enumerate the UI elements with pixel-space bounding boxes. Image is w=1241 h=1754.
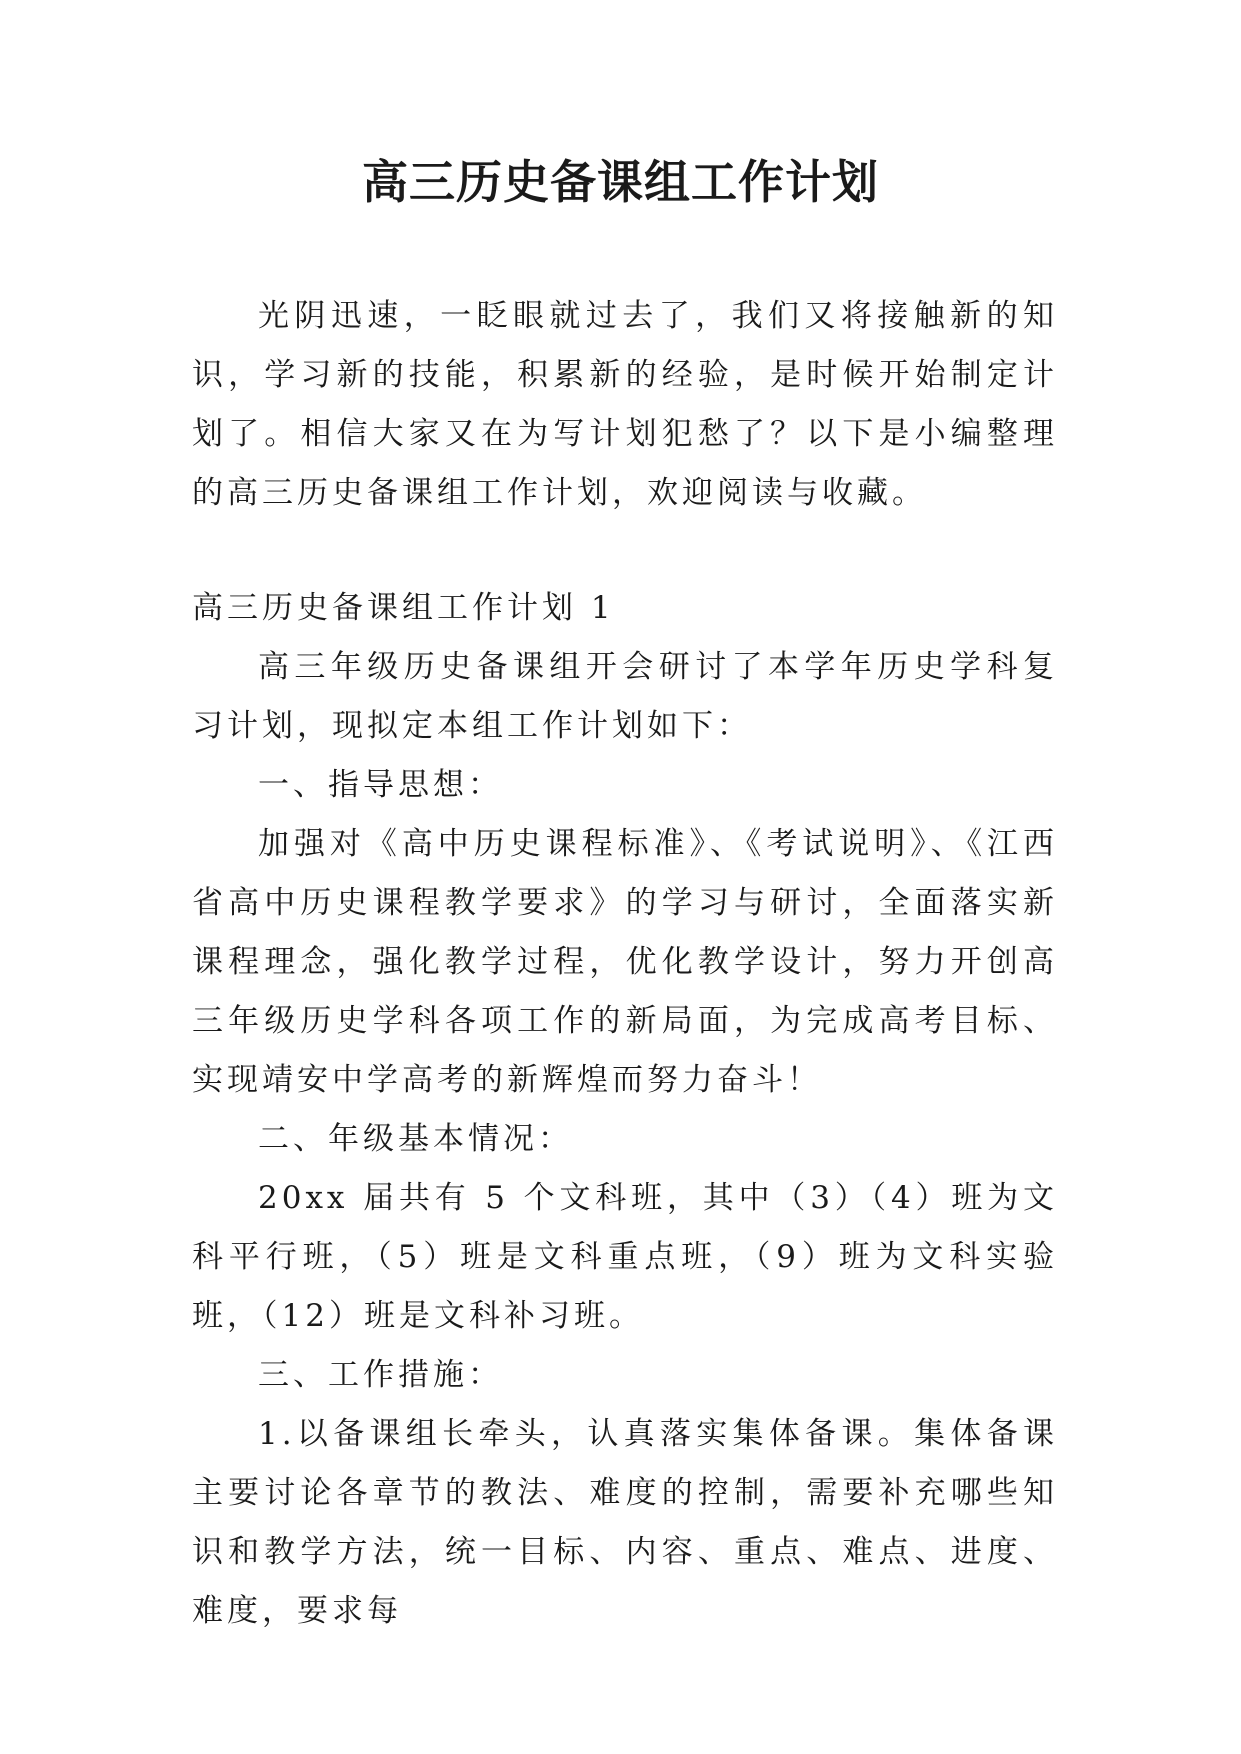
main-content xyxy=(192,579,1058,1641)
intro-block xyxy=(192,287,1058,523)
heading-work-measures: 三、工作措施： xyxy=(258,1357,503,1393)
paragraph-1: 高三年级历史备课组开会研讨了本学年历史学科复习计划，现拟定本组工作计划如下： xyxy=(192,649,1058,744)
paragraph-grade-situation: 20xx 届共有 5 个文科班，其中（3）（4）班为文科平行班，（5）班是文科重点班，（9）班为文科实验班，（12）班是文科补习班。 xyxy=(192,1180,1058,1334)
intro-paragraph: 光阴迅速，一眨眼就过去了，我们又将接触新的知识，学习新的技能，积累新的经验，是时候开始制定计划了。相信大家又在为写计划犯愁了？以下是小编整理的高三历史备课组工作计划，欢迎阅读与收藏。 xyxy=(192,298,1058,511)
heading-grade-situation: 二、年级基本情况： xyxy=(258,1121,573,1157)
document-title: 高三历史备课组工作计划 xyxy=(362,155,879,209)
section-heading: 高三历史备课组工作计划 1 xyxy=(192,590,615,626)
paragraph-work-measures-1: 1.以备课组长牵头，认真落实集体备课。集体备课主要讨论各章节的教法、难度的控制，需要补充哪些知识和教学方法，统一目标、内容、重点、难点、进度、难度，要求每 xyxy=(192,1416,1058,1629)
paragraph-guiding-ideology: 加强对《高中历史课程标准》、《考试说明》、《江西省高中历史课程教学要求》的学习与研讨，全面落实新课程理念，强化教学过程，优化教学设计，努力开创高三年级历史学科各项工作的新局面，为完成高考目标、实现靖安中学高考的新辉煌而努力奋斗！ xyxy=(192,826,1058,1098)
heading-guiding-ideology: 一、指导思想： xyxy=(258,767,503,803)
